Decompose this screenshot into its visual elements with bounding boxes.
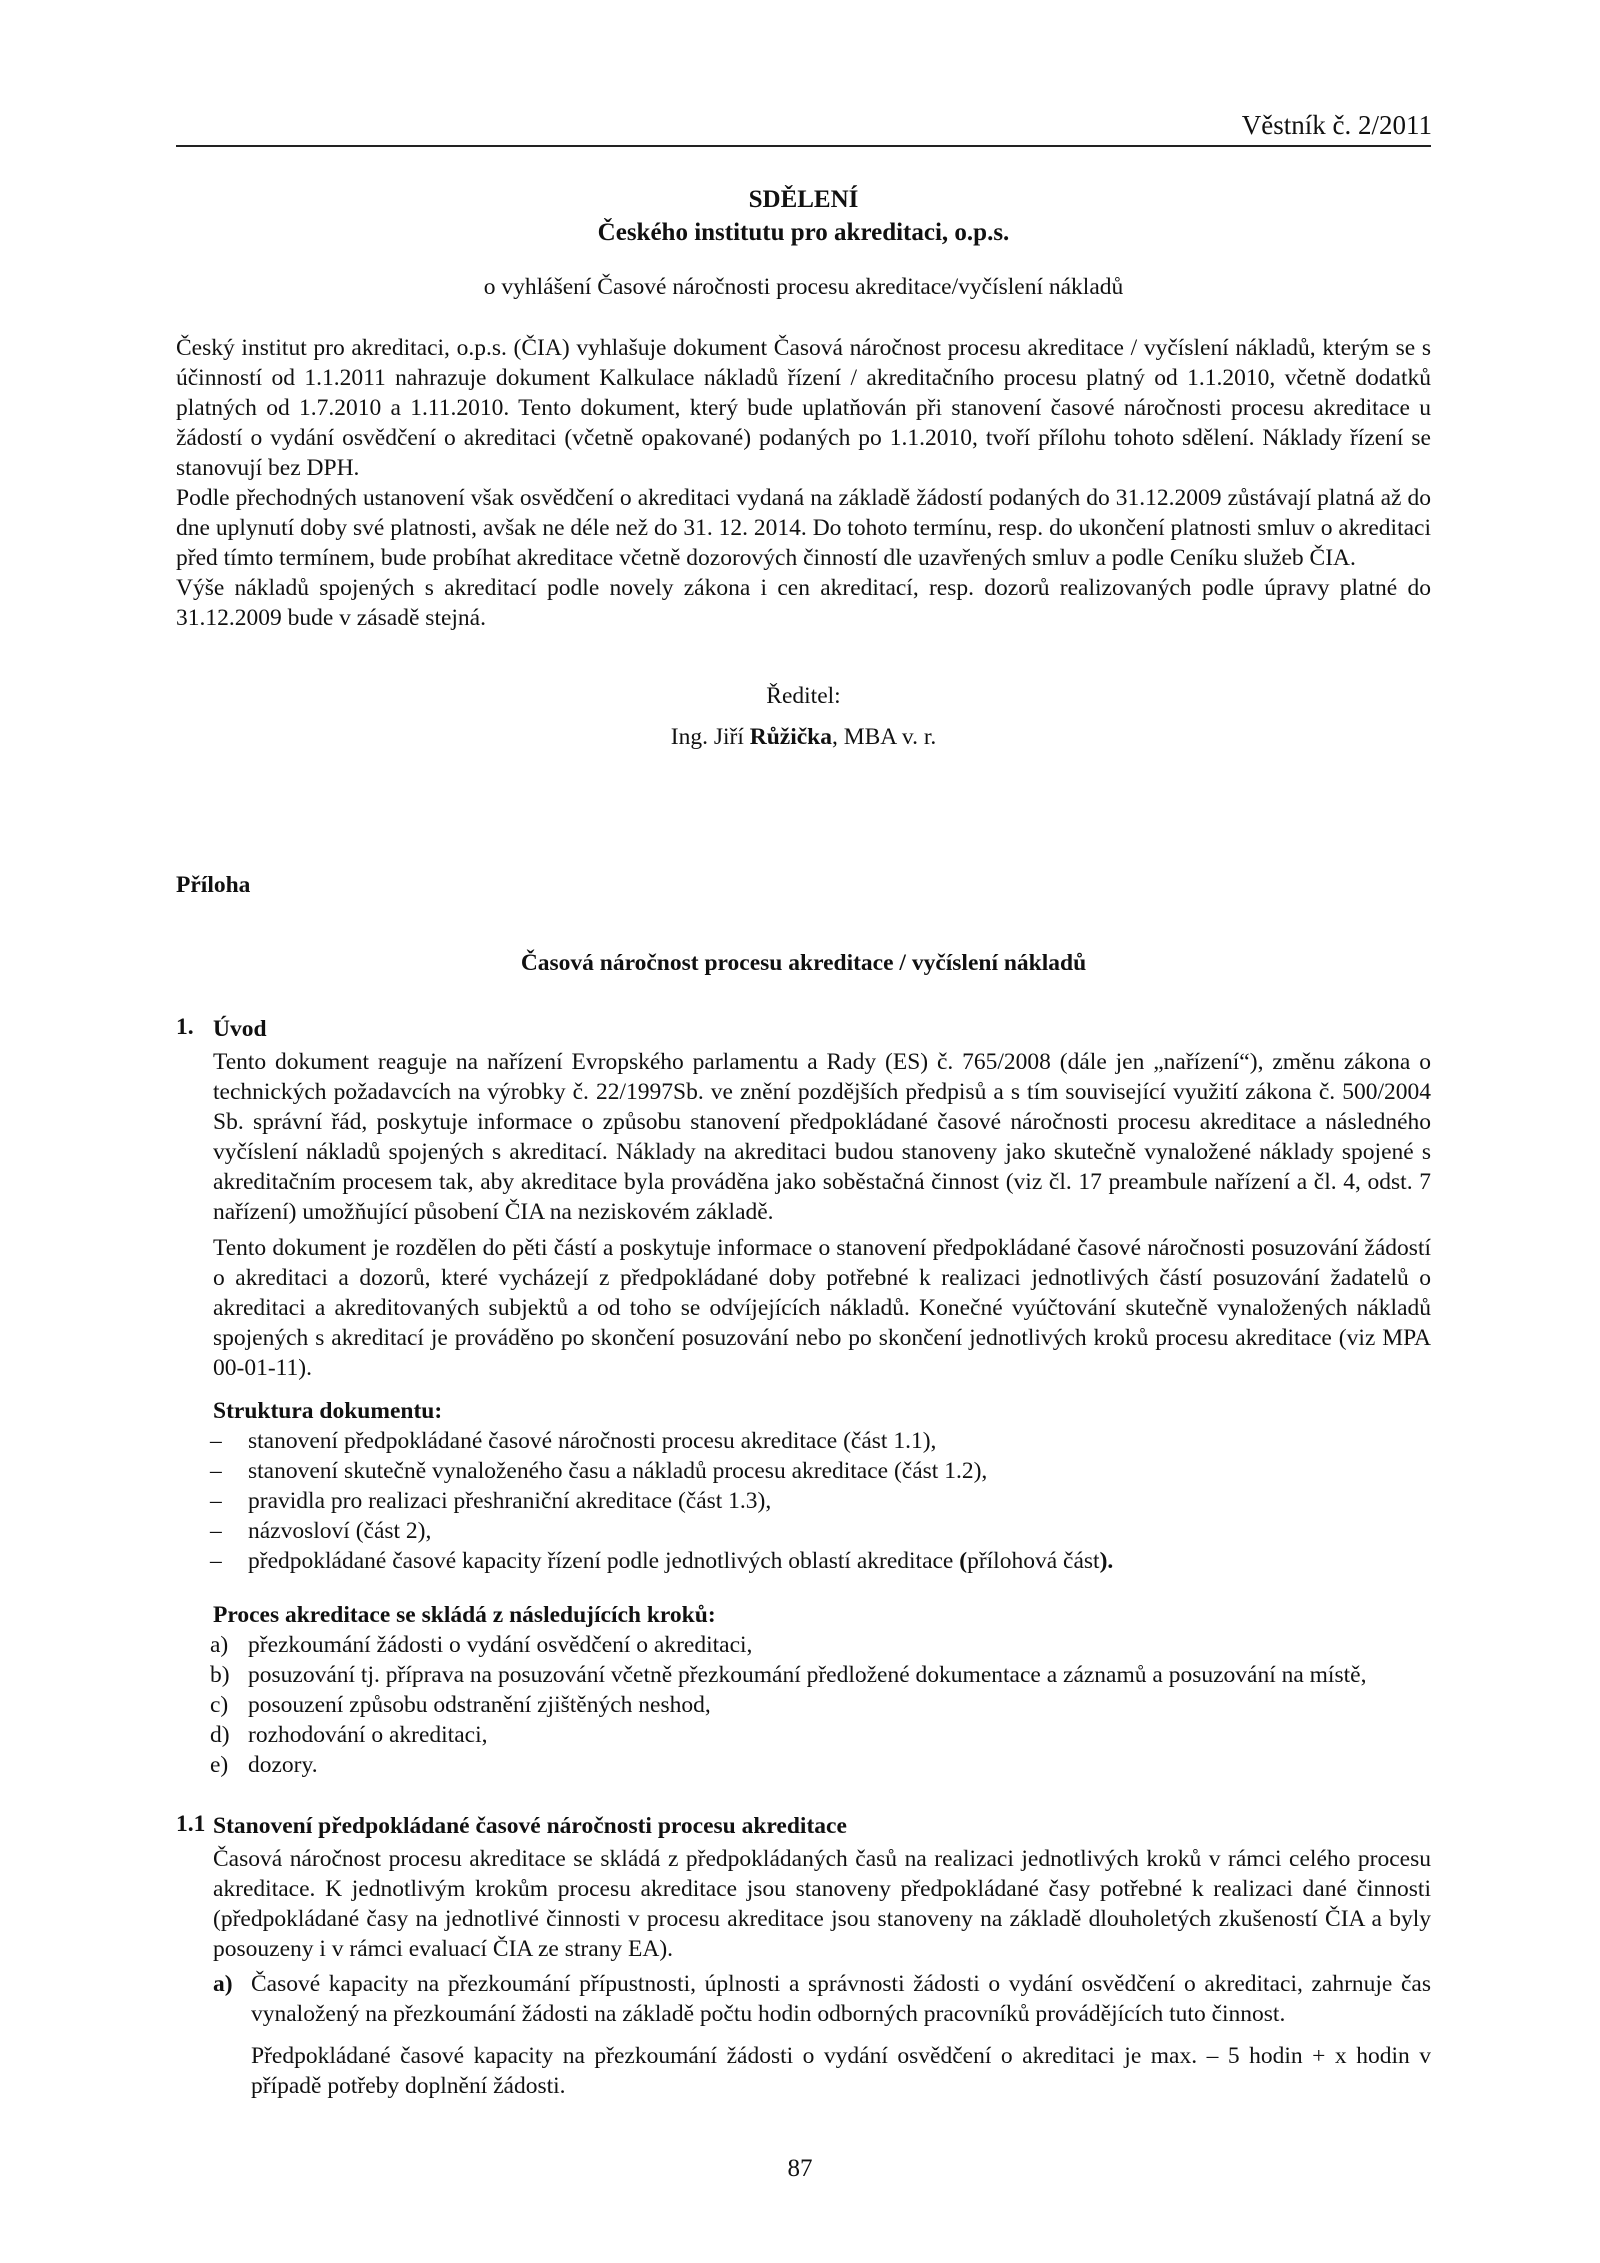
- dash-marker: –: [210, 1458, 222, 1484]
- list-item-text: pravidla pro realizaci přeshraniční akreditace (část 1.3),: [248, 1488, 772, 1514]
- signature-role: Ředitel:: [766, 683, 841, 709]
- list-item-text: stanovení skutečně vynaloženého času a nákladů procesu akreditace (část 1.2),: [248, 1458, 988, 1484]
- list-item: [210, 1720, 1431, 1750]
- section-1-title: Úvod: [213, 1016, 267, 1042]
- intro-paragraph-3: Výše nákladů spojených s akreditací podle novely zákona i cen akreditací, resp. dozorů realizovaných podle úpravy platné do 31.12.2009 bude v zásadě stejná.: [176, 575, 1431, 631]
- list-item-text: posouzení způsobu odstranění zjištěných neshod,: [248, 1692, 711, 1718]
- dash-marker: –: [210, 1548, 222, 1574]
- page-number: 87: [787, 2155, 813, 2182]
- section-1-paragraph-1: Tento dokument reaguje na nařízení Evropského parlamentu a Rady (ES) č. 765/2008 (dále jen „nařízení“), změnu zákona o technických požadavcích na výrobky č. 22/1997Sb. ve znění pozdějších předpisů a s tím související využití zákona č. 500/2004 Sb. správní řád, poskytuje informace o způsobu stanovení předpokládané časové náročnosti procesu akreditace a následného vyčíslení nákladů spojených s akreditací. Náklady na akreditaci budou stanoveny jako skutečně vynaložené náklady spojené s akreditačním procesem tak, aby akreditace byla prováděna jako soběstačná činnost (viz čl. 17 preambule nařízení a čl. 4, odst. 7 nařízení) umožňující působení ČIA na neziskovém základě.: [213, 1049, 1431, 1225]
- header-divider: [176, 145, 1431, 147]
- process-heading: Proces akreditace se skládá z následujících kroků:: [213, 1602, 716, 1628]
- list-marker: b): [210, 1662, 230, 1688]
- item-a-paragraph-1: Časové kapacity na přezkoumání přípustnosti, úplnosti a správnosti žádosti o vydání osvědčení o akreditaci, zahrnuje čas vynaložený na přezkoumání žádosti na základě počtu hodin odborných pracovníků provádějících tuto činnost.: [251, 1971, 1431, 2027]
- section-1-1-item-a: [251, 1969, 1431, 2101]
- structure-list: [210, 1426, 1431, 1576]
- list-item-text: přílohová část: [967, 1548, 1100, 1574]
- journal-issue: Věstník č. 2/2011: [1241, 110, 1432, 140]
- dash-marker: –: [210, 1518, 222, 1544]
- list-item: [210, 1630, 1431, 1660]
- item-a-paragraph-2: Předpokládané časové kapacity na přezkoumání žádosti o vydání osvědčení o akreditaci je max. – 5 hodin + x hodin v případě potřeby doplnění žádosti.: [251, 2043, 1431, 2099]
- section-1-paragraph-2: Tento dokument je rozdělen do pěti částí a poskytuje informace o stanovení předpokládané časové náročnosti posuzování žádostí o akreditaci a dozorů, které vycházejí z předpokládané doby potřebné k realizaci jednotlivých částí posuzování žadatelů o akreditaci a akreditovaných subjektů a od toho se odvíjejících nákladů. Konečné vyúčtování skutečně vynaložených nákladů spojených s akreditací je prováděno po skončení posuzování nebo po skončení jednotlivých kroků procesu akreditace (viz MPA 00-01-11).: [213, 1235, 1431, 1381]
- section-1-1-number: 1.1: [176, 1811, 206, 1837]
- section-1-number: 1.: [176, 1014, 194, 1040]
- intro-paragraph-2: Podle přechodných ustanovení však osvědčení o akreditaci vydaná na základě žádostí podaných do 31.12.2009 zůstávají platná až do dne uplynutí doby své platnosti, avšak ne déle než do 31. 12. 2014. Do tohoto termínu, resp. do ukončení platnosti smluv o akreditaci před tímto termínem, bude probíhat akreditace včetně dozorových činností dle uzavřených smluv a podle Ceníku služeb ČIA.: [176, 485, 1431, 571]
- list-item: [210, 1486, 1431, 1516]
- title-line-2: Českého institutu pro akreditaci, o.p.s.: [597, 219, 1010, 246]
- list-item: [210, 1426, 1431, 1456]
- list-item: [210, 1516, 1431, 1546]
- list-item: [210, 1690, 1431, 1720]
- announcement-subtitle: o vyhlášení Časové náročnosti procesu akreditace/vyčíslení nákladů: [483, 274, 1124, 300]
- list-item-text: rozhodování o akreditaci,: [248, 1722, 488, 1748]
- bold-paren: ).: [1099, 1548, 1114, 1574]
- section-1-1-paragraph-1: Časová náročnost procesu akreditace se skládá z předpokládaných časů na realizaci jednotlivých kroků v rámci celého procesu akreditace. K jednotlivým krokům procesu akreditace jsou stanoveny předpokládané časy potřebné k realizaci dané činnosti (předpokládané časy na jednotlivé činnosti v procesu akreditace jsou stanoveny na základě dlouholetých zkušeností ČIA a byly posouzeny i v rámci evaluací ČIA ze strany EA).: [213, 1846, 1431, 1962]
- section-1-1-title: Stanovení předpokládané časové náročnosti procesu akreditace: [213, 1813, 847, 1839]
- list-item-text: posuzování tj. příprava na posuzování včetně přezkoumání předložené dokumentace a záznamů a posuzování na místě,: [248, 1662, 1367, 1688]
- signature-name: [176, 722, 1431, 752]
- list-item: [210, 1750, 1431, 1780]
- section-1-body: [213, 1047, 1431, 1383]
- title-line-1: SDĚLENÍ: [748, 186, 859, 213]
- list-item-text: přezkoumání žádosti o vydání osvědčení o akreditaci,: [248, 1632, 753, 1658]
- annex-title: Časová náročnost procesu akreditace / vyčíslení nákladů: [520, 950, 1087, 976]
- list-item: [210, 1660, 1431, 1690]
- section-1-1-item-a-marker: a): [213, 1971, 233, 1997]
- signature-prefix: Ing. Jiří: [670, 724, 750, 750]
- list-item: [210, 1546, 1431, 1576]
- intro-text: [176, 333, 1431, 633]
- signature-surname: Růžička: [749, 724, 832, 750]
- list-item-text: předpokládané časové kapacity řízení podle jednotlivých oblastí akreditace: [248, 1548, 960, 1574]
- list-item-text: stanovení předpokládané časové náročnosti procesu akreditace (část 1.1),: [248, 1428, 937, 1454]
- list-marker: a): [210, 1632, 229, 1658]
- announcement-title: [176, 183, 1431, 249]
- list-marker: d): [210, 1722, 230, 1748]
- process-list: [210, 1630, 1431, 1780]
- structure-heading: Struktura dokumentu:: [213, 1398, 443, 1424]
- dash-marker: –: [210, 1428, 222, 1454]
- signature-suffix: , MBA v. r.: [831, 724, 937, 750]
- list-item: [210, 1456, 1431, 1486]
- intro-paragraph-1: Český institut pro akreditaci, o.p.s. (ČIA) vyhlašuje dokument Časová náročnost procesu akreditace / vyčíslení nákladů, kterým se s účinností od 1.1.2011 nahrazuje dokument Kalkulace nákladů řízení / akreditačního procesu platný od 1.1.2010, včetně dodatků platných od 1.7.2010 a 1.11.2010. Tento dokument, který bude uplatňován při stanovení časové náročnosti procesu akreditace u žádostí o vydání osvědčení o akreditaci (včetně opakované) podaných po 1.1.2010, tvoří přílohu tohoto sdělení. Náklady řízení se stanovují bez DPH.: [176, 335, 1431, 481]
- annex-label: Příloha: [176, 872, 251, 898]
- dash-marker: –: [210, 1488, 222, 1514]
- list-marker: c): [210, 1692, 229, 1718]
- bold-paren: (: [959, 1548, 968, 1574]
- list-item-text: názvosloví (část 2),: [248, 1518, 432, 1544]
- list-marker: e): [210, 1752, 229, 1778]
- list-item-text: dozory.: [248, 1752, 318, 1778]
